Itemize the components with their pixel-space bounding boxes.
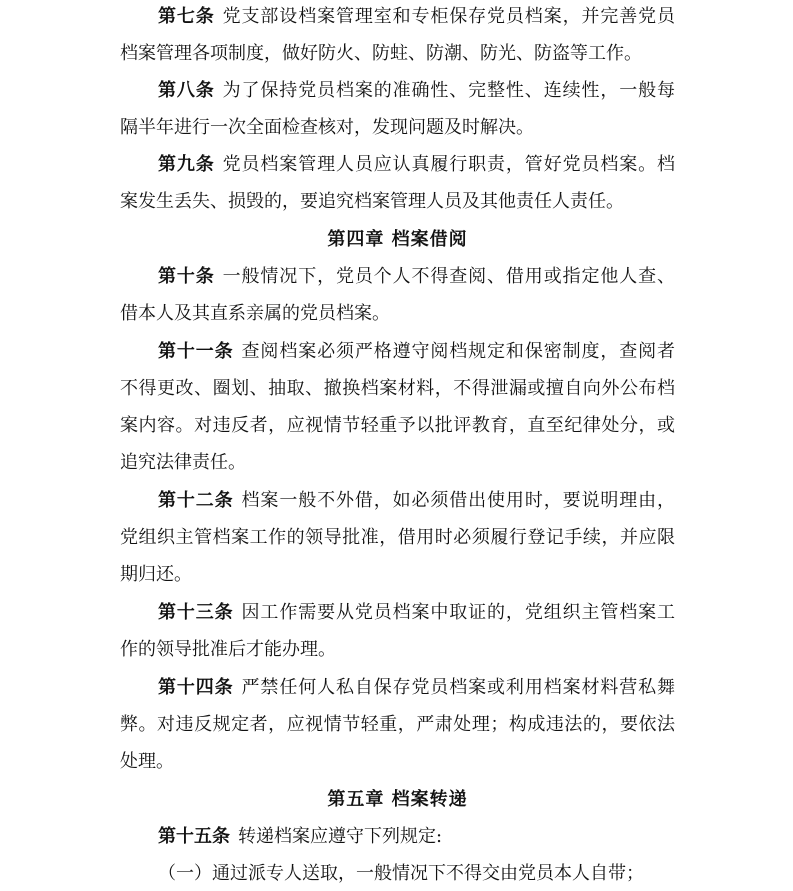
article-14-line-2: 弊。对违反规定者，应视情节轻重，严肃处理；构成违法的，要依法 bbox=[120, 714, 675, 735]
article-12-line-1 bbox=[158, 486, 675, 516]
article-7-text-1: 党支部设档案管理室和专柜保存党员档案，并完善党员 bbox=[222, 6, 675, 27]
article-14-label: 第十四条 bbox=[158, 677, 234, 698]
article-7-line-2: 档案管理各项制度，做好防火、防蛀、防潮、防光、防盗等工作。 bbox=[120, 43, 642, 64]
article-12-text-1: 档案一般不外借，如必须借出使用时，要说明理由， bbox=[241, 490, 676, 511]
article-12-label: 第十二条 bbox=[158, 490, 234, 511]
article-15-line-1 bbox=[158, 822, 675, 852]
article-12-line-2: 党组织主管档案工作的领导批准，借用时必须履行登记手续，并应限 bbox=[120, 527, 675, 548]
article-10-text-1: 一般情况下，党员个人不得查阅、借用或指定他人查、 bbox=[222, 266, 675, 287]
article-11-line-3: 案内容。对违反者，应视情节轻重予以批评教育，直至纪律处分，或 bbox=[120, 415, 675, 436]
article-10-line-2: 借本人及其直系亲属的党员档案。 bbox=[120, 303, 390, 324]
article-11-line-2: 不得更改、圈划、抽取、撤换档案材料，不得泄漏或擅自向外公布档 bbox=[120, 378, 675, 399]
article-15-label: 第十五条 bbox=[158, 826, 230, 847]
article-11-text-1: 查阅档案必须严格遵守阅档规定和保密制度，查阅者 bbox=[241, 341, 676, 362]
article-10-label: 第十条 bbox=[158, 266, 215, 287]
article-13-line-2: 作的领导批准后才能办理。 bbox=[120, 639, 336, 660]
article-15-item-1: （一）通过派专人送取，一般情况下不得交由党员本人自带； bbox=[158, 863, 644, 884]
article-9-line-2: 案发生丢失、损毁的，要追究档案管理人员及其他责任人责任。 bbox=[120, 191, 624, 212]
chapter-4-heading: 第四章 档案借阅 bbox=[327, 229, 468, 250]
article-9-line-1 bbox=[158, 150, 675, 180]
article-13-text-1: 因工作需要从党员档案中取证的，党组织主管档案工 bbox=[241, 602, 676, 623]
article-14-text-1: 严禁任何人私自保存党员档案或利用档案材料营私舞 bbox=[241, 677, 676, 698]
article-9-label: 第九条 bbox=[158, 154, 215, 175]
article-11-line-1 bbox=[158, 337, 675, 367]
article-9-text-1: 党员档案管理人员应认真履行职责，管好党员档案。档 bbox=[222, 154, 675, 175]
article-14-line-3: 处理。 bbox=[120, 751, 174, 772]
article-15-text-1: 转递档案应遵守下列规定: bbox=[238, 826, 443, 847]
article-11-label: 第十一条 bbox=[158, 341, 234, 362]
article-13-label: 第十三条 bbox=[158, 602, 234, 623]
article-7-line-1 bbox=[158, 2, 675, 32]
chapter-5-heading: 第五章 档案转递 bbox=[327, 789, 468, 810]
article-8-line-1 bbox=[158, 76, 675, 106]
article-8-label: 第八条 bbox=[158, 80, 215, 101]
article-10-line-1 bbox=[158, 262, 675, 292]
article-7-label: 第七条 bbox=[158, 6, 215, 27]
article-13-line-1 bbox=[158, 598, 675, 628]
article-11-line-4: 追究法律责任。 bbox=[120, 452, 246, 473]
article-14-line-1 bbox=[158, 673, 675, 703]
article-8-text-1: 为了保持党员档案的准确性、完整性、连续性，一般每 bbox=[222, 80, 675, 101]
article-12-line-3: 期归还。 bbox=[120, 564, 192, 585]
article-8-line-2: 隔半年进行一次全面检查核对，发现问题及时解决。 bbox=[120, 117, 534, 138]
